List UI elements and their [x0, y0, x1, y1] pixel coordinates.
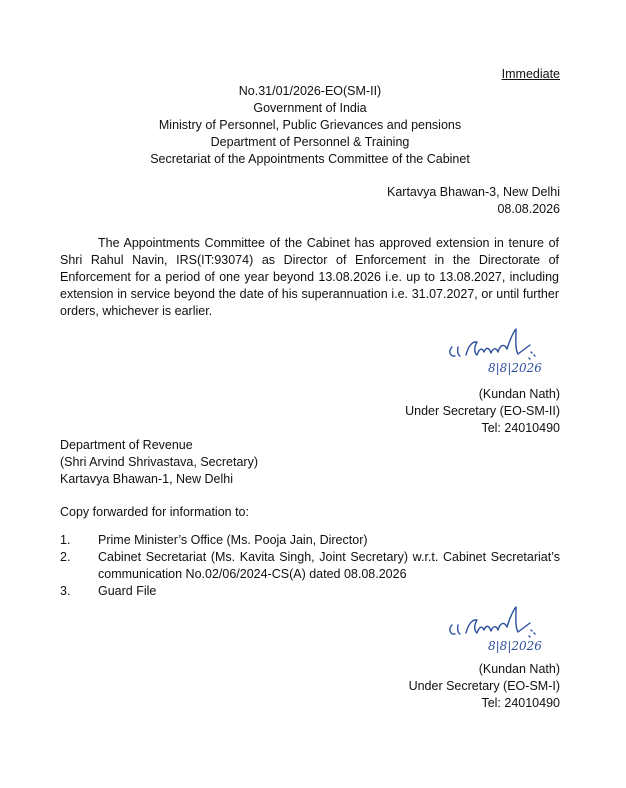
file-number: No.31/01/2026-EO(SM-II)	[238, 84, 382, 98]
signature-date: 8|8|2026	[488, 361, 542, 375]
copy-intro: Copy forwarded for information to:	[60, 505, 249, 519]
signatory-designation: Under Secretary (EO-SM-II)	[405, 404, 560, 418]
signature-block	[405, 386, 560, 437]
letter-date: 08.08.2026	[497, 202, 560, 216]
secretariat-name: Secretariat of the Appointments Committee of the Cabinet	[150, 152, 470, 166]
list-item-number: 3.	[60, 584, 71, 598]
recipient-line: Kartavya Bhawan-1, New Delhi	[60, 472, 233, 486]
signatory-tel: Tel: 24010490	[481, 696, 560, 710]
ministry-name: Ministry of Personnel, Public Grievances and pensions	[158, 118, 462, 132]
government-name: Government of India	[253, 101, 367, 115]
signature-image	[444, 603, 544, 653]
department-name: Department of Personnel & Training	[210, 135, 410, 149]
list-item: Prime Minister’s Office (Ms. Pooja Jain, Director)	[98, 533, 368, 547]
signature-block	[409, 661, 560, 712]
recipient-block	[60, 437, 258, 488]
signature-image	[444, 325, 544, 375]
signatory-name: (Kundan Nath)	[478, 662, 560, 676]
signatory-designation: Under Secretary (EO-SM-I)	[408, 679, 560, 693]
office-address: Kartavya Bhawan-3, New Delhi	[387, 185, 560, 199]
recipient-line: (Shri Arvind Shrivastava, Secretary)	[60, 455, 258, 469]
list-item-number: 2.	[60, 550, 71, 564]
signature-date: 8|8|2026	[488, 639, 542, 653]
place-block	[387, 184, 560, 218]
order-paragraph: The Appointments Committee of the Cabinet has approved extension in tenure of Shri Rahul Navin, IRS(IT:93074) as Director of Enforcement in the Directorate of Enforcement for a period of one year beyond 13.08.2026 i.e. up to 13.08.2027, including extension in service beyond the date of his superannuation i.e. 31.07.2027, or until further orders, whichever is earlier.	[60, 236, 559, 318]
list-item-number: 1.	[60, 533, 71, 547]
letter-header	[60, 83, 560, 168]
signatory-tel: Tel: 24010490	[481, 421, 560, 435]
priority-label: Immediate	[501, 67, 560, 81]
recipient-line: Department of Revenue	[60, 438, 193, 452]
signatory-name: (Kundan Nath)	[478, 387, 560, 401]
list-item: Guard File	[98, 584, 157, 598]
list-item: Cabinet Secretariat (Ms. Kavita Singh, Joint Secretary) w.r.t. Cabinet Secretariat’s communication No.02/06/2024-CS(A) dated 08.08.2026	[98, 550, 560, 581]
